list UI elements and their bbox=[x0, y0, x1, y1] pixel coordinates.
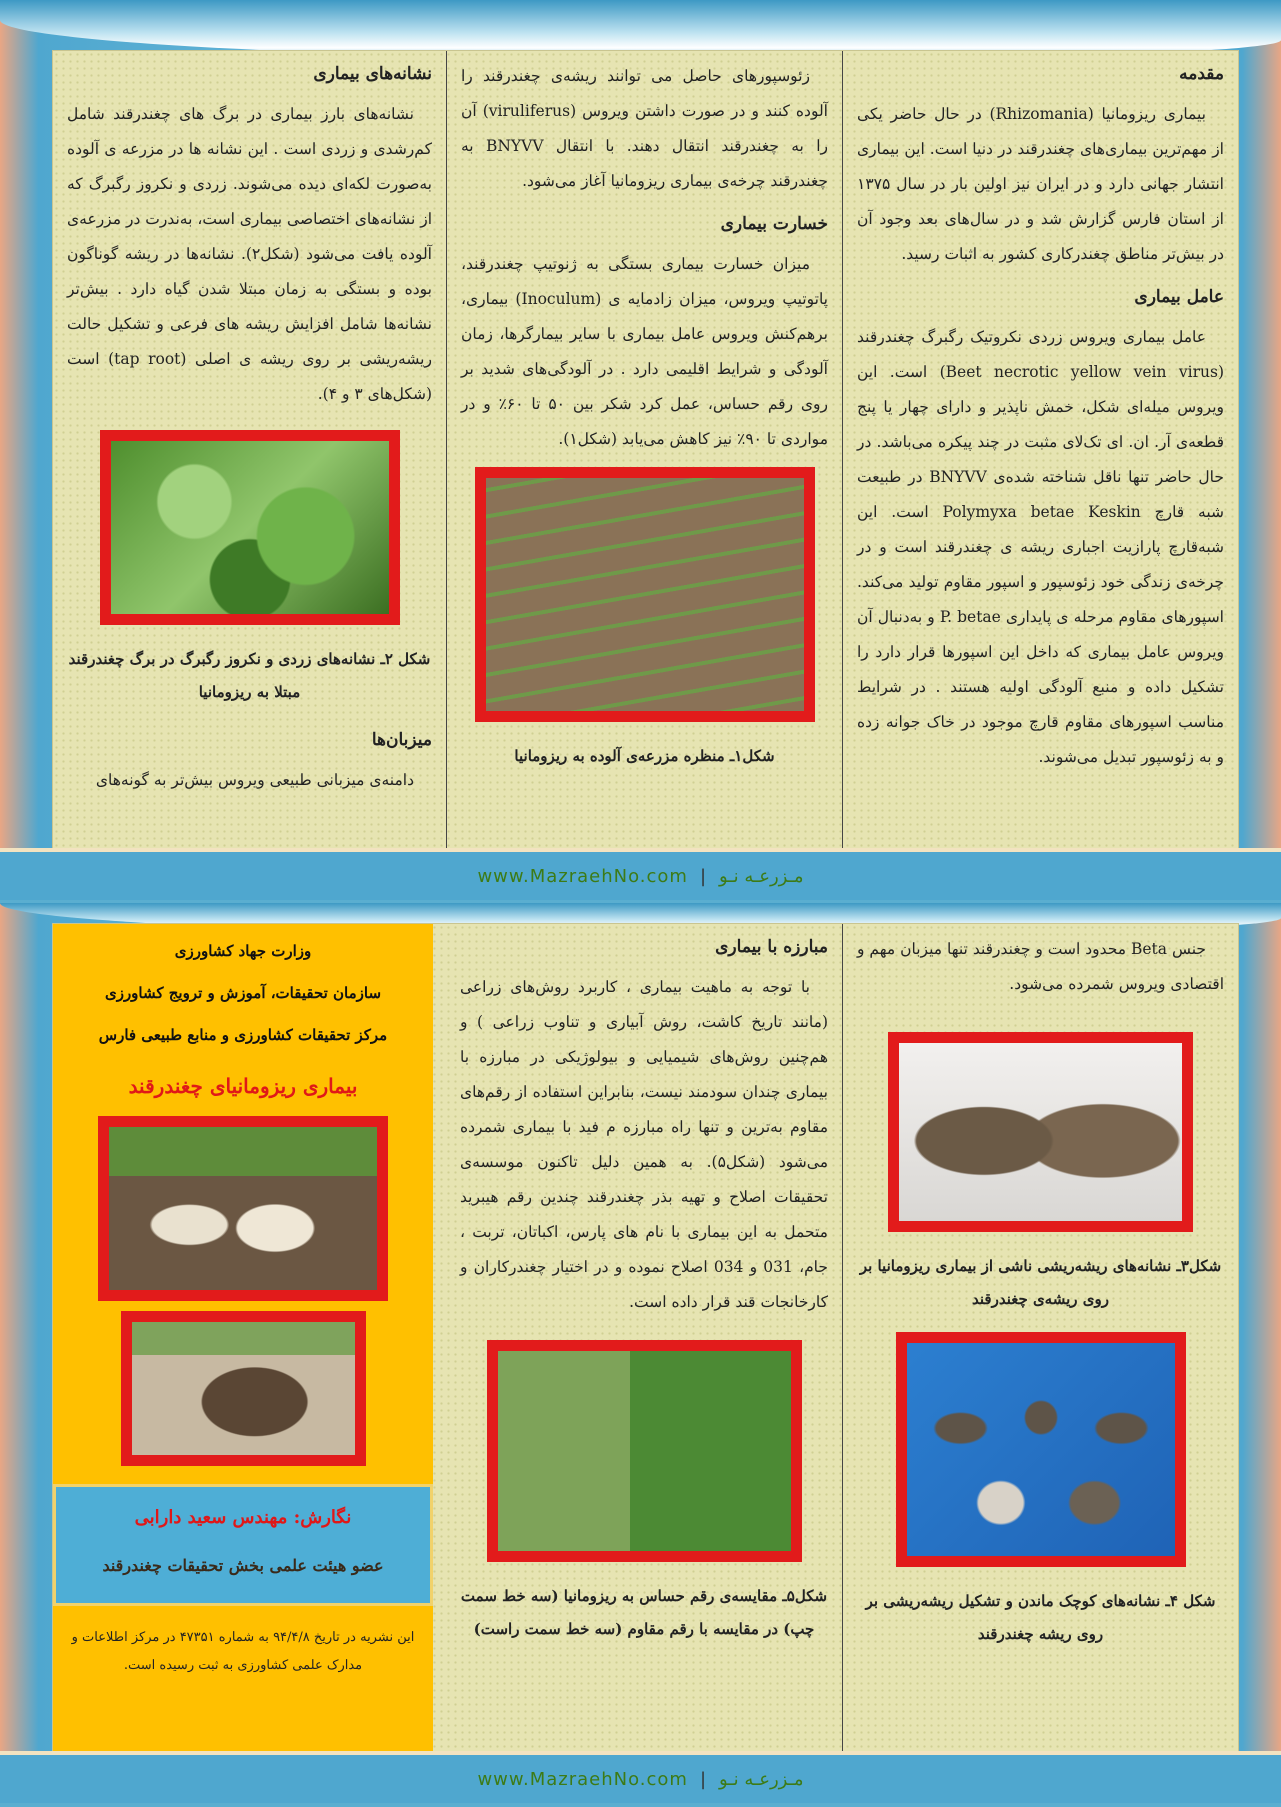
research-center-name: مرکز تحقیقات کشاورزی و منابع طبیعی فارس bbox=[98, 1026, 388, 1044]
figure-4-caption: شکل ۴ـ نشانه‌های کوچک ماندن و تشکیل ریشه‌ریشی بر روی ریشه چغندرقند bbox=[865, 1592, 1216, 1643]
column-divider bbox=[842, 51, 843, 851]
figure-2-caption: شکل ۲ـ نشانه‌های زردی و نکروز رگبرگ در برگ چغندرقند مبتلا به ریزومانیا bbox=[68, 650, 431, 701]
author-name: نگارش: مهندس سعید دارابی bbox=[134, 1507, 352, 1528]
page-2 bbox=[0, 903, 1281, 1803]
footer-url[interactable]: www.MazraehNo.com bbox=[477, 865, 688, 887]
paragraph-hosts: دامنه‌ی میزبانی طبیعی ویروس بیش‌تر به گونه‌های bbox=[95, 771, 414, 789]
heading-disease-control: مبارزه با بیماری bbox=[715, 937, 828, 957]
column-middle bbox=[446, 924, 842, 1759]
column-divider bbox=[446, 51, 447, 851]
author-box bbox=[53, 1484, 433, 1606]
footer-brand: مـزرعـه نـو bbox=[719, 865, 804, 887]
column-right bbox=[843, 51, 1238, 851]
ministry-name: وزارت جهاد کشاورزی bbox=[174, 942, 312, 960]
column-middle bbox=[447, 51, 842, 851]
footer-url[interactable]: www.MazraehNo.com bbox=[477, 1768, 688, 1790]
figure-1-caption: شکل۱ـ منظره مزرعه‌ی آلوده به ریزومانیا bbox=[514, 747, 775, 765]
cover-root-photo bbox=[121, 1311, 366, 1466]
figure-5-variety-comparison-photo bbox=[487, 1340, 802, 1562]
paragraph-disease-control: با توجه به ماهیت بیماری ، کاربرد روش‌های زراعی (مانند تاریخ کاشت، روش آبیاری و تناوب زراعی ) و هم‌چنین روش‌های شیمیایی و بیولوژیکی در مبارزه با بیماری چندان سودمند نیست، بنابراین استفاده از رقم‌های مقاوم به‌ترین و تنها راه مبارزه م فید با بیماری شمرده می‌شود (شکل۵). به همین دلیل تاکنون موسسه‌ی تحقیقات اصلاح و تهیه بذر چغندرقند چندین رقم هیبرید متحمل به این بیماری با نام های پارس، اکباتان، تربت ، جام، 031 و 034 اصلاح نموده و در اختیار چغندرکاران و کارخانجات قند قرار داده است. bbox=[460, 978, 828, 1311]
paragraph-zoospores: زئوسپورهای حاصل می توانند ریشه‌ی چغندرقند را آلوده کنند و در صورت داشتن ویروس (viruliferus) آن را به چغندرقند انتقال دهند. با انتقال BNYVV به چغندرقند چرخه‌ی بیماری ریزومانیا آغاز می‌شود. bbox=[461, 67, 828, 190]
heading-disease-damage: خسارت بیماری bbox=[720, 214, 828, 234]
heading-causal-agent: عامل بیماری bbox=[1134, 287, 1224, 307]
figure-3-root-beard-photo bbox=[888, 1032, 1193, 1232]
content-panel bbox=[52, 50, 1239, 852]
heading-introduction: مقدمه bbox=[1179, 64, 1224, 84]
organization-name: سازمان تحقیقات، آموزش و ترویج کشاورزی bbox=[104, 984, 382, 1002]
heading-hosts: میزبان‌ها bbox=[371, 730, 432, 750]
column-right bbox=[843, 924, 1238, 1759]
paragraph-disease-damage: میزان خسارت بیماری بستگی به ژنوتیپ چغندرقند، پاتوتیپ ویروس، میزان زادمایه ی (Inoculum) بیماری، برهم‌کنش ویروس عامل بیماری با سایر بیمارگرها، زمان آلودگی و شرایط اقلیمی دارد . در آلودگی‌های شدید بر روی رقم حساس، عمل کرد شکر بین ۵۰ تا ۶۰٪ و در مواردی تا ۹۰٪ نیز کاهش می‌یابد (شکل۱). bbox=[461, 255, 829, 448]
figure-2-leaf-symptoms-photo bbox=[100, 430, 400, 625]
figure-3-caption: شکل۳ـ نشانه‌های ریشه‌ریشی ناشی از بیماری ریزومانیا بر روی ریشه‌ی چغندرقند bbox=[859, 1257, 1222, 1308]
column-divider bbox=[842, 924, 843, 1759]
paragraph-causal-agent: عامل بیماری ویروس زردی نکروتیک رگبرگ چغندرقند (Beet necrotic yellow vein virus) است. این ویروس میله‌ای شکل، خمش ناپذیر و دارای چهار یا پنج قطعه‌ی آر. ان. ای تک‌لای مثبت در چند پیکره می‌باشد. در حال حاضر تنها ناقل شناخته شده‌ی BNYVV در طبیعت شبه قارچ Polymyxa betae Keskin است. این شبه‌قارچ پارازیت اجباری ریشه ی چغندرقند است و در چرخه‌ی زندگی خود زئوسپور و اسپور مقاوم تولید می‌کند. اسپورهای مقاوم مرحله ی پایداری P. betae و به‌دنبال آن ویروس عامل بیماری که داخل این اسپورها قرار دارد را تشکیل داده و منبع آلودگی اولیه هستند . در شرایط مناسب اسپورهای مقاوم قارچ موجود در خاک جوانه زده و به زئوسپور تبدیل می‌شوند. bbox=[857, 328, 1225, 766]
footer bbox=[0, 1751, 1281, 1803]
footer-separator: | bbox=[699, 1768, 708, 1790]
publication-title: بیماری ریزومانیای چغندرقند bbox=[128, 1074, 358, 1098]
footer-brand: مـزرعـه نـو bbox=[719, 1768, 804, 1790]
figure-5-caption: شکل۵ـ مقایسه‌ی رقم حساس به ریزومانیا (سه خط سمت چپ) در مقایسه با رقم مقاوم (سه خط سمت راست) bbox=[460, 1587, 828, 1638]
paragraph-beta-genus: جنس Beta محدود است و چغندرقند تنها میزبان مهم و اقتصادی ویروس شمرده می‌شود. bbox=[857, 940, 1224, 993]
column-left bbox=[53, 51, 446, 851]
figure-4-stunted-roots-photo bbox=[896, 1332, 1186, 1567]
page-1 bbox=[0, 0, 1281, 900]
cover-column bbox=[53, 924, 433, 1759]
paragraph-symptoms: نشانه‌های بارز بیماری در برگ های چغندرقند شامل کم‌رشدی و زردی است . این نشانه ها در مزرعه ی آلوده به‌صورت لکه‌ای دیده می‌شوند. زردی و نکروز رگبرگ که از نشانه‌های اختصاصی بیماری است، به‌ندرت در مزرعه‌ی آلوده یافت می‌شود (شکل۲). نشانه‌ها در ریشه گوناگون بوده و بستگی به زمان مبتلا شدن گیاه دارد . بیش‌تر نشانه‌ها شامل افزایش ریشه های فرعی و تشکیل حالت ریشه‌ریشی بر روی ریشه ی اصلی (tap root) است (شکل‌های ۳ و ۴). bbox=[67, 105, 432, 403]
paragraph-introduction: بیماری ریزومانیا (Rhizomania) در حال حاضر یکی از مهم‌ترین بیماری‌های چغندرقند در دنیا است. این بیماری انتشار جهانی دارد و در ایران نیز اولین بار در سال ۱۳۷۵ از استان فارس گزارش شد و در سال‌های بعد وجود آن در بیش‌تر مناطق چغندرکاری کشور به اثبات رسید. bbox=[857, 105, 1224, 263]
content-panel bbox=[52, 923, 1239, 1760]
footer bbox=[0, 848, 1281, 900]
footer-separator: | bbox=[699, 865, 708, 887]
registration-note: این نشریه در تاریخ ۹۴/۴/۸ به شماره ۴۷۳۵۱ در مرکز اطلاعات و مدارک علمی کشاورزی به ثبت رسیده است. bbox=[71, 1630, 415, 1673]
author-affiliation: عضو هیئت علمی بخش تحقیقات چغندرقند bbox=[102, 1556, 384, 1575]
figure-1-infected-field-photo bbox=[475, 467, 815, 722]
cover-beets-photo bbox=[98, 1116, 388, 1301]
heading-symptoms: نشانه‌های بیماری bbox=[313, 64, 432, 84]
